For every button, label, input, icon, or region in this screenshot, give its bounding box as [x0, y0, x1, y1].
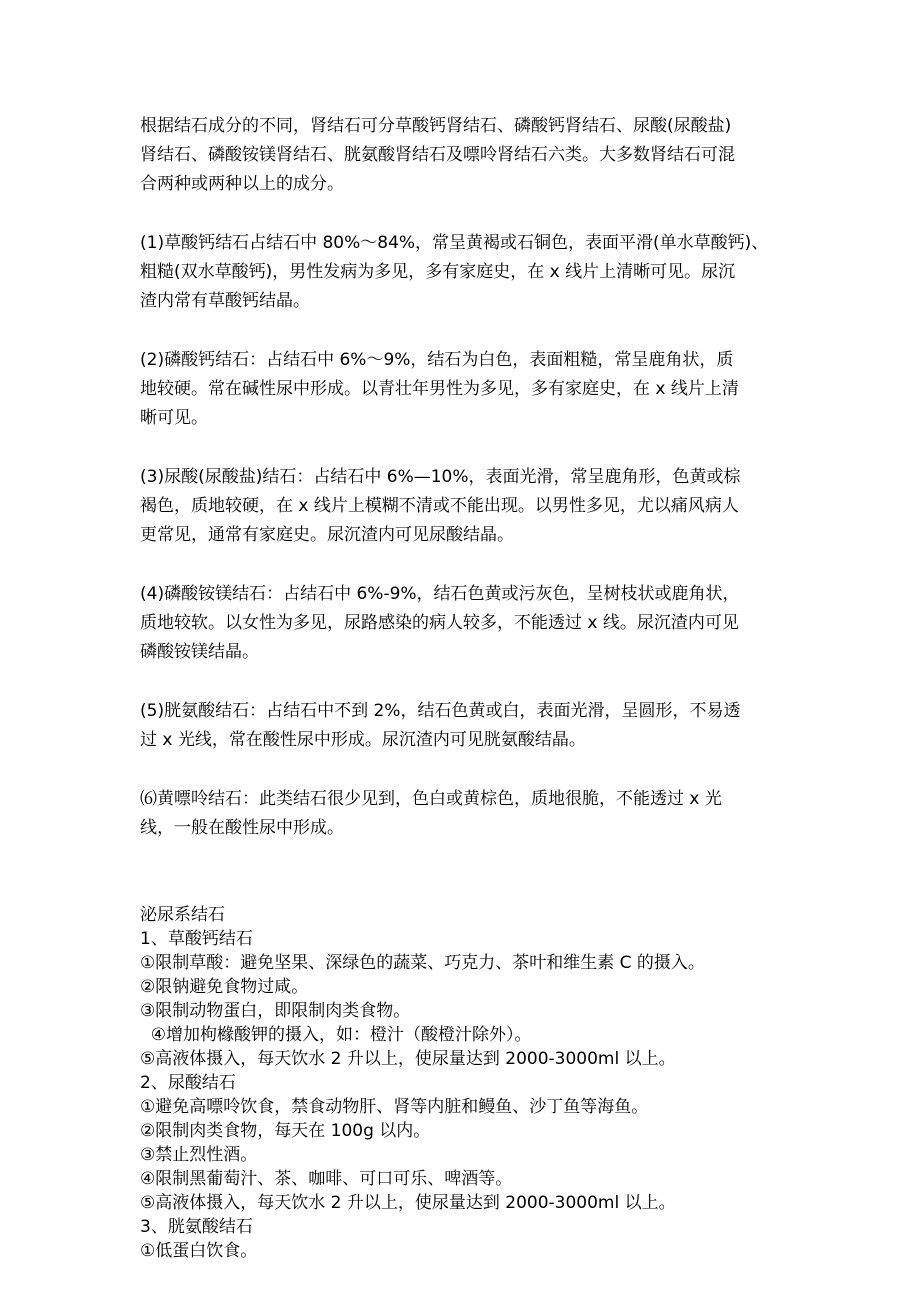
- text-line: 更常见，通常有家庭史。尿沉渣内可见尿酸结晶。: [140, 525, 514, 545]
- list-item: ④增加枸橼酸钾的摄入，如：橙汁（酸橙汁除外）。: [140, 1025, 532, 1045]
- text-line: 褐色，质地较硬，在 x 线片上模糊不清或不能出现。以男性多见，尤以痛风病人: [140, 496, 739, 516]
- text-line: 肾结石、磷酸铵镁肾结石、胱氨酸肾结石及嘌呤肾结石六类。大多数肾结石可混: [140, 145, 735, 165]
- list-item: ④限制黑葡萄汁、茶、咖啡、可口可乐、啤酒等。: [140, 1169, 513, 1189]
- stone-type-4-paragraph: [140, 580, 790, 667]
- list-item: ①避免高嘌呤饮食，禁食动物肝、肾等内脏和鳗鱼、沙丁鱼等海鱼。: [140, 1097, 649, 1117]
- text-line: 晰可见。: [140, 408, 208, 428]
- text-line: (2)磷酸钙结石：占结石中 6%～9%，结石为白色，表面粗糙，常呈鹿角状，质: [140, 350, 734, 370]
- subsection-heading: 1、草酸钙结石: [140, 929, 253, 949]
- list-item: ③禁止烈性酒。: [140, 1145, 258, 1165]
- text-line: 磷酸铵镁结晶。: [140, 642, 259, 662]
- text-line: 过 x 光线，常在酸性尿中形成。尿沉渣内可见胱氨酸结晶。: [140, 730, 586, 750]
- text-line: (4)磷酸铵镁结石：占结石中 6%-9%，结石色黄或污灰色，呈树枝状或鹿角状，: [140, 584, 740, 604]
- text-line: 根据结石成分的不同，肾结石可分草酸钙肾结石、磷酸钙肾结石、尿酸(尿酸盐): [140, 116, 732, 136]
- text-line: (5)胱氨酸结石：占结石中不到 2%，结石色黄或白，表面光滑，呈圆形，不易透: [140, 701, 741, 721]
- text-line: (1)草酸钙结石占结石中 80%～84%，常呈黄褐或石铜色，表面平滑(单水草酸钙)、: [140, 233, 769, 253]
- stone-type-5-paragraph: [140, 697, 790, 755]
- stone-type-1-paragraph: [140, 229, 790, 316]
- text-line: 合两种或两种以上的成分。: [140, 174, 344, 194]
- text-line: 质地较软。以女性为多见，尿路感染的病人较多，不能透过 x 线。尿沉渣内可见: [140, 613, 739, 633]
- text-line: 线，一般在酸性尿中形成。: [140, 818, 344, 838]
- subsection-heading: 3、胱氨酸结石: [140, 1217, 253, 1237]
- text-line: 粗糙(双水草酸钙)，男性发病为多见，多有家庭史，在 x 线片上清晰可见。尿沉: [140, 262, 736, 282]
- list-item: ①限制草酸：避免坚果、深绿色的蔬菜、巧克力、茶叶和维生素 C 的摄入。: [140, 953, 705, 973]
- list-item: ⑤高液体摄入，每天饮水 2 升以上，使尿量达到 2000-3000ml 以上。: [140, 1193, 676, 1213]
- intro-paragraph: [140, 112, 790, 199]
- list-item: ②限制肉类食物，每天在 100g 以内。: [140, 1121, 431, 1141]
- text-line: 渣内常有草酸钙结晶。: [140, 291, 310, 311]
- section-heading: 泌尿系结石: [140, 905, 225, 925]
- stone-type-6-paragraph: [140, 785, 790, 843]
- document-page: [140, 112, 790, 1263]
- text-line: ⑹黄嘌呤结石：此类结石很少见到，色白或黄棕色，质地很脆，不能透过 x 光: [140, 789, 722, 809]
- subsection-heading: 2、尿酸结石: [140, 1073, 236, 1093]
- text-line: 地较硬。常在碱性尿中形成。以青壮年男性为多见，多有家庭史，在 x 线片上清: [140, 379, 739, 399]
- list-item: ③限制动物蛋白，即限制肉类食物。: [140, 1001, 411, 1021]
- stone-type-2-paragraph: [140, 346, 790, 433]
- list-item: ⑤高液体摄入，每天饮水 2 升以上，使尿量达到 2000-3000ml 以上。: [140, 1049, 676, 1069]
- list-item: ①低蛋白饮食。: [140, 1241, 258, 1261]
- text-line: (3)尿酸(尿酸盐)结石：占结石中 6%—10%，表面光滑，常呈鹿角形，色黄或棕: [140, 467, 741, 487]
- list-item: ②限钠避免食物过咸。: [140, 977, 309, 997]
- stone-type-3-paragraph: [140, 463, 790, 550]
- diet-guidance-list: [140, 903, 790, 1263]
